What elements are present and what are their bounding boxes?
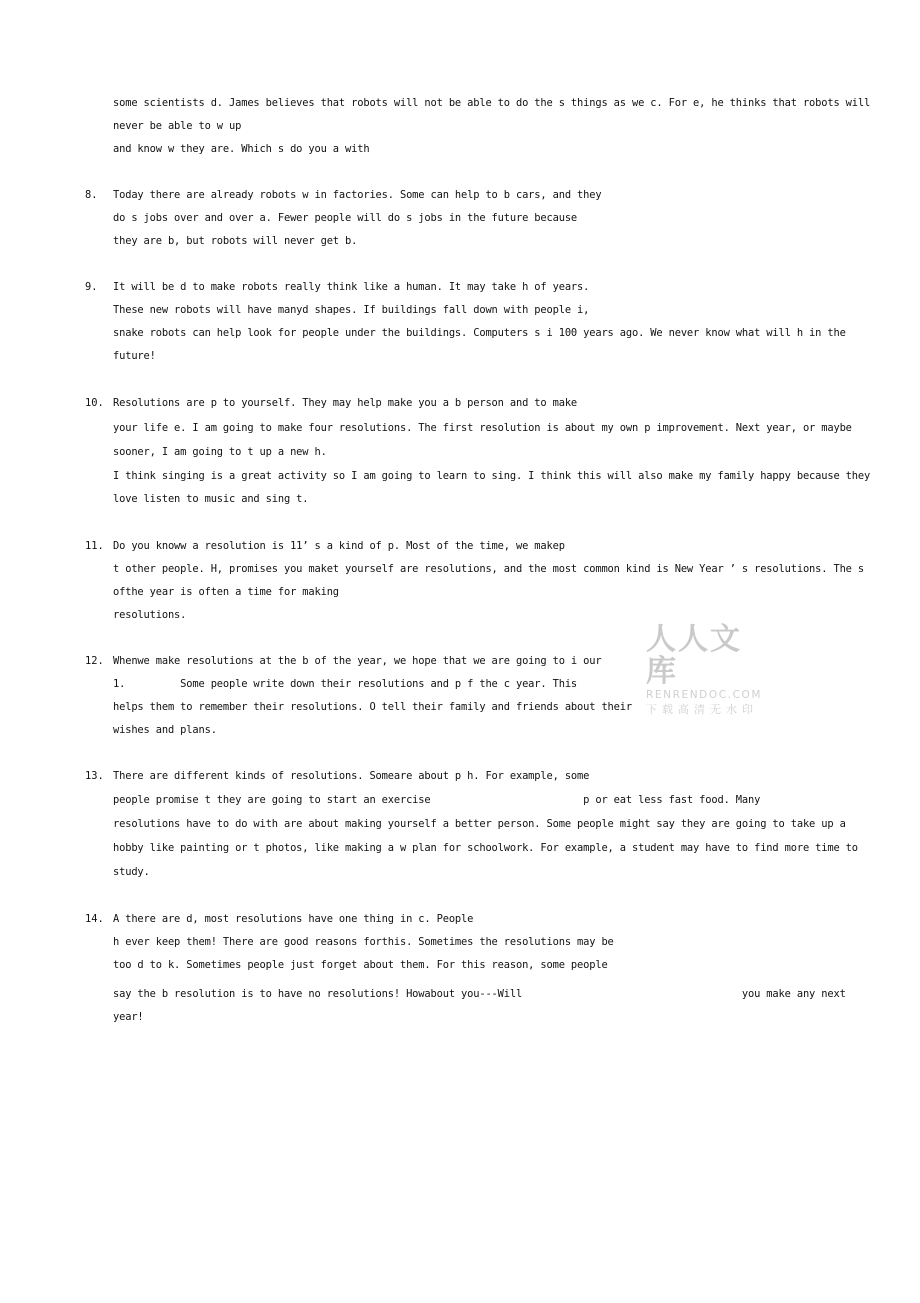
text-line: future!	[113, 350, 156, 362]
item-number: 10.	[85, 397, 104, 409]
text-line: study.	[113, 866, 150, 878]
text-line: do s jobs over and over a. Fewer people will do s jobs in the future because	[113, 212, 578, 224]
text-line: your life e. I am going to make four resolutions. The first resolution is about my own p improvement. Next year, or maybe	[113, 422, 852, 434]
text-line: year!	[113, 1011, 144, 1023]
text-line: t other people. H, promises you maket yourself are resolutions, and the most common kind is New Year ’ s resolutions. The s	[113, 563, 865, 575]
text-line: Do you knoww a resolution is 11’ s a kind of p. Most of the time, we makep	[113, 540, 565, 552]
item-number: 14.	[85, 913, 104, 925]
item-number: 9.	[85, 281, 98, 293]
item-number: 13.	[85, 770, 104, 782]
text-line: resolutions have to do with are about making yourself a better person. Some people might say they are going to take up a	[113, 818, 846, 830]
text-line: some scientists d. James believes that robots will not be able to do the s things as we c. For e, he thinks that robots will	[113, 97, 871, 109]
text-line: say the b resolution is to have no resolutions! Howabout you---Will you make any next	[113, 988, 846, 1000]
text-line: love listen to music and sing t.	[113, 493, 309, 505]
text-line: These new robots will have manyd shapes. If buildings fall down with people i,	[113, 304, 590, 316]
text-line: A there are d, most resolutions have one thing in c. People	[113, 913, 474, 925]
text-line: resolutions.	[113, 609, 187, 621]
text-line: hobby like painting or t photos, like making a w plan for schoolwork. For example, a student may have to find more time to	[113, 842, 858, 854]
text-line: people promise t they are going to start an exercise p or eat less fast food. Many	[113, 794, 761, 806]
watermark-subtitle: 下载高清无水印	[646, 703, 758, 716]
text-line: Resolutions are p to yourself. They may help make you a b person and to make	[113, 397, 578, 409]
text-line: snake robots can help look for people under the buildings. Computers s i 100 years ago. We never know what will h in the	[113, 327, 846, 339]
watermark-title: 人人文库	[646, 622, 742, 689]
text-line: never be able to w up	[113, 120, 242, 132]
text-line: ofthe year is often a time for making	[113, 586, 339, 598]
text-line: There are different kinds of resolutions. Someare about p h. For example, some	[113, 770, 590, 782]
item-number: 8.	[85, 189, 98, 201]
text-line: h ever keep them! There are good reasons forthis. Sometimes the resolutions may be	[113, 936, 614, 948]
watermark	[646, 624, 772, 718]
watermark-url: RENRENDOC.COM	[646, 689, 763, 701]
text-line: I think singing is a great activity so I am going to learn to sing. I think this will also make my family happy because they	[113, 470, 871, 482]
text-line: and know w they are. Which s do you a with	[113, 143, 370, 155]
text-line: sooner, I am going to t up a new h.	[113, 446, 327, 458]
text-line: they are b, but robots will never get b.	[113, 235, 358, 247]
item-number: 12.	[85, 655, 104, 667]
text-line: wishes and plans.	[113, 724, 217, 736]
text-line: 1. Some people write down their resolutions and p f the c year. This	[113, 678, 578, 690]
text-line: Today there are already robots w in factories. Some can help to b cars, and they	[113, 189, 602, 201]
text-line: too d to k. Sometimes people just forget about them. For this reason, some people	[113, 959, 608, 971]
text-line: helps them to remember their resolutions. O tell their family and friends about their	[113, 701, 632, 713]
text-line: Whenwe make resolutions at the b of the year, we hope that we are going to i our	[113, 655, 602, 667]
text-line: It will be d to make robots really think like a human. It may take h of years.	[113, 281, 590, 293]
item-number: 11.	[85, 540, 104, 552]
